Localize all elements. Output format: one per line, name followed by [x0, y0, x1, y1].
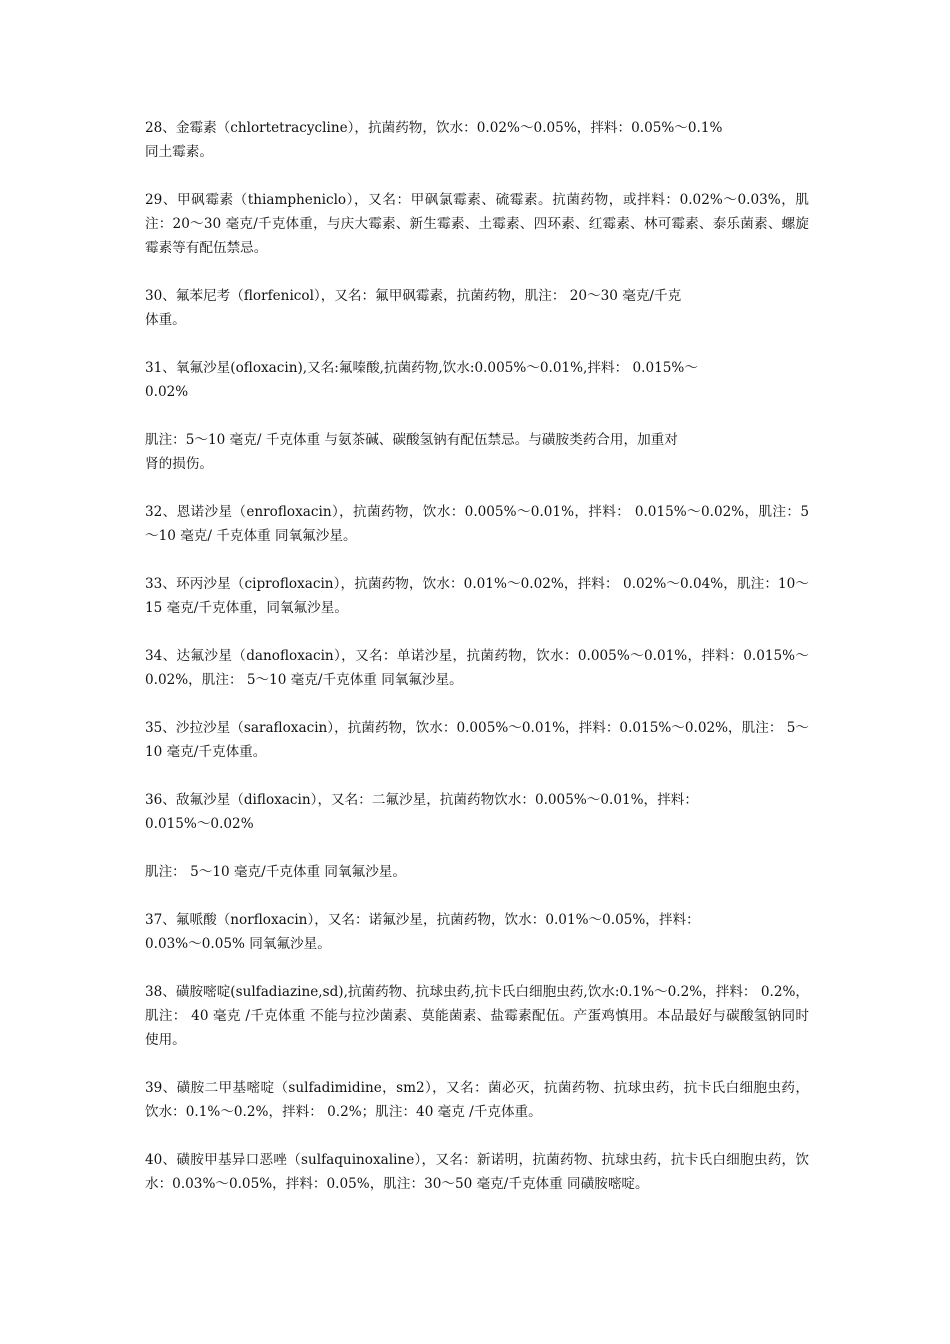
paragraph-item-34: 34、达氟沙星（danofloxacin），又名：单诺沙星，抗菌药物，饮水：0.005%～0.01%，拌料：0.015%～0.02%，肌注： 5～10 毫克/千克体重 同氧氟沙星。: [145, 648, 809, 688]
paragraph-item-28: 28、金霉素（chlortetracycline），抗菌药物，饮水：0.02%～0.05%，拌料：0.05%～0.1% 同土霉素。: [145, 120, 723, 160]
paragraph-item-33: 33、环丙沙星（ciprofloxacin），抗菌药物，饮水：0.01%～0.02%，拌料： 0.02%～0.04%，肌注：10～15 毫克/千克体重，同氧氟沙星。: [145, 576, 809, 616]
paragraph-item-37: 37、氟哌酸（norfloxacin），又名：诺氟沙星，抗菌药物，饮水：0.01%～0.05%，拌料： 0.03%～0.05% 同氧氟沙星。: [145, 912, 700, 952]
paragraph-item-39: 39、磺胺二甲基嘧啶（sulfadimidine，sm2），又名：菌必灭，抗菌药物、抗球虫药，抗卡氏白细胞虫药， 饮水：0.1%～0.2%，拌料： 0.2%；肌注：40 毫克 /千克体重。: [145, 1080, 814, 1120]
paragraph-item-30: 30、氟苯尼考（florfenicol），又名：氟甲砜霉素，抗菌药物，肌注： 20～30 毫克/千克 体重。: [145, 288, 682, 328]
paragraph-item-31: 31、氧氟沙星(ofloxacin),又名:氟嗪酸,抗菌药物,饮水:0.005%～0.01%,拌料： 0.015%～ 0.02%: [145, 360, 698, 400]
paragraph-item-40: 40、磺胺甲基异口恶唑（sulfaquinoxaline），又名：新诺明，抗菌药物、抗球虫药，抗卡氏白细胞虫药，饮水：0.03%～0.05%，拌料：0.05%，肌注：30～50 毫克/千克体重 同磺胺嘧啶。: [145, 1152, 809, 1192]
paragraph-item-38: 38、磺胺嘧啶(sulfadiazine,sd),抗菌药物、抗球虫药,抗卡氏白细胞虫药,饮水:0.1%～0.2%，拌料： 0.2%，肌注： 40 毫克 /千克体重 不能与拉沙菌素、莫能菌素、盐霉素配伍。产蛋鸡慎用。本品最好与碳酸氢钠同时使用。: [145, 984, 809, 1048]
paragraph-item-36-continued: 肌注： 5～10 毫克/千克体重 同氧氟沙星。: [145, 864, 406, 880]
paragraph-item-29: 29、甲砜霉素（thiampheniclo），又名：甲砜氯霉素、硫霉素。抗菌药物，或拌料：0.02%～0.03%，肌注：20～30 毫克/千克体重，与庆大霉素、新生霉素、土霉素、四环素、红霉素、林可霉素、泰乐菌素、螺旋霉素等有配伍禁忌。: [145, 192, 809, 256]
paragraph-item-36: 36、敌氟沙星（difloxacin），又名：二氟沙星，抗菌药物饮水：0.005%～0.01%，拌料： 0.015%～0.02%: [145, 792, 698, 832]
paragraph-item-35: 35、沙拉沙星（sarafloxacin），抗菌药物，饮水：0.005%～0.01%，拌料：0.015%～0.02%，肌注： 5～10 毫克/千克体重。: [145, 720, 809, 760]
paragraph-item-31-continued: 肌注：5～10 毫克/ 千克体重 与氨茶碱、碳酸氢钠有配伍禁忌。与磺胺类药合用，加重对 肾的损伤。: [145, 432, 678, 472]
paragraph-item-32: 32、恩诺沙星（enrofloxacin），抗菌药物，饮水：0.005%～0.01%，拌料： 0.015%～0.02%，肌注：5～10 毫克/ 千克体重 同氧氟沙星。: [145, 504, 809, 544]
document-page: [145, 116, 814, 1220]
